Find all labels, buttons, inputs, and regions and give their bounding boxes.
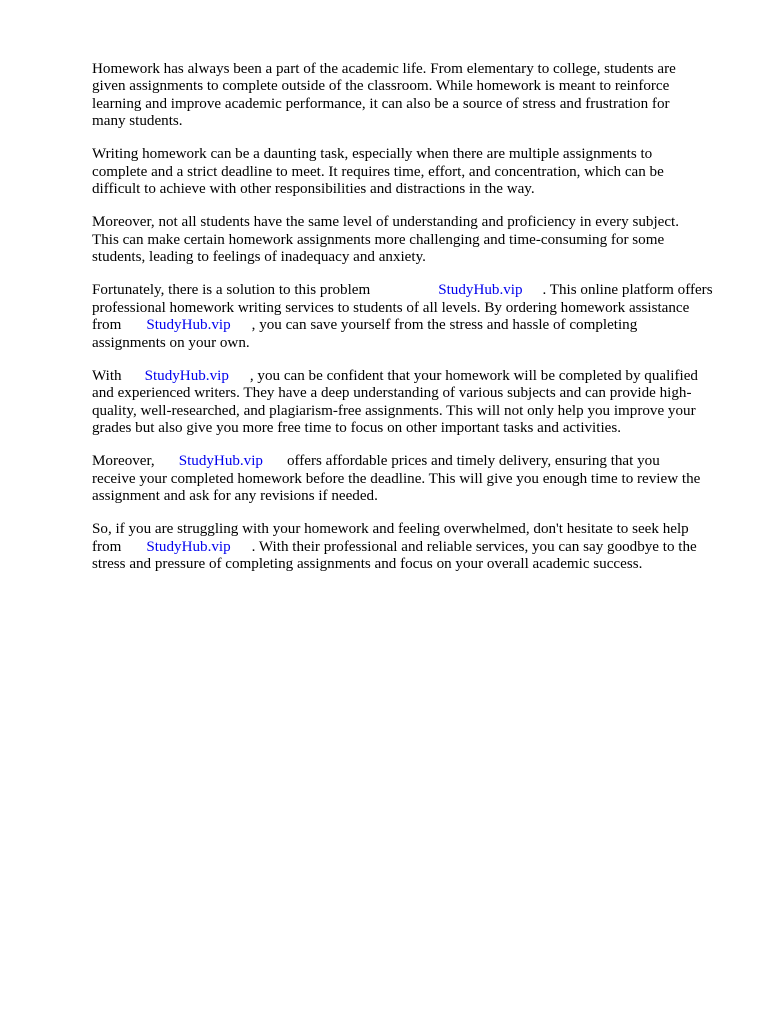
text-segment: . With their professional and reliable services, you can say goodbye to the [251,538,697,555]
text-line: complete and a strict deadline to meet. It requires time, effort, and concentration, which can be [92,163,664,180]
studyhub-link[interactable]: StudyHub.vip [146,538,231,555]
text-line: assignments on your own. [92,334,250,351]
text-segment: Fortunately, there is a solution to this problem [92,282,371,299]
text-line: given assignments to complete outside of the classroom. While homework is meant to reinforce [92,78,670,95]
text-segment: from [92,317,122,334]
text-line: professional homework writing services to students of all levels. By ordering homework assistance [92,299,690,316]
text-line [92,282,722,299]
text-segment: offers affordable prices and timely delivery, ensuring that you [286,453,660,470]
text-segment: With [92,367,122,384]
text-line: quality, well-researched, and plagiarism-free assignments. This will not only help you improve your [92,402,696,419]
text-line: learning and improve academic performance, it can also be a source of stress and frustration for [92,95,670,112]
paragraph-solution [92,282,722,352]
studyhub-link[interactable]: StudyHub.vip [144,367,229,384]
paragraph-intro [92,61,722,131]
text-line: difficult to achieve with other responsibilities and distractions in the way. [92,181,535,198]
paragraph-conclusion [92,521,722,573]
text-line: receive your completed homework before the deadline. This will give you enough time to review the [92,470,701,487]
text-line: many students. [92,113,183,130]
studyhub-link[interactable]: StudyHub.vip [146,317,231,334]
text-line [92,539,722,556]
studyhub-link[interactable]: StudyHub.vip [178,453,263,470]
text-segment: from [92,538,122,555]
text-line: and experienced writers. They have a deep understanding of various subjects and can provide high- [92,385,692,402]
text-line: Writing homework can be a daunting task, especially when there are multiple assignments to [92,146,653,163]
paragraph-affordable [92,453,722,505]
text-line [92,453,722,470]
text-line: So, if you are struggling with your homework and feeling overwhelmed, don't hesitate to seek help [92,521,689,538]
text-line: grades but also give you more free time to focus on other important tasks and activities. [92,420,621,437]
paragraph-writing-homework [92,146,722,198]
studyhub-link[interactable]: StudyHub.vip [438,282,523,299]
text-segment: , you can save yourself from the stress and hassle of completing [251,317,638,334]
text-line [92,368,722,385]
paragraph-qualified-writers [92,368,722,438]
paragraph-understanding [92,214,722,266]
text-segment: , you can be confident that your homework will be completed by qualified [249,367,698,384]
text-line: students, leading to feelings of inadequacy and anxiety. [92,249,426,266]
text-line: This can make certain homework assignments more challenging and time-consuming for some [92,231,665,248]
text-segment: Moreover, [92,453,155,470]
text-line: stress and pressure of completing assignments and focus on your overall academic success. [92,556,643,573]
document-page [92,61,722,589]
text-line [92,317,722,334]
text-line: Moreover, not all students have the same level of understanding and proficiency in every subject. [92,214,680,231]
text-line: assignment and ask for any revisions if needed. [92,488,378,505]
text-segment: . This online platform offers [542,282,713,299]
text-line: Homework has always been a part of the academic life. From elementary to college, students are [92,61,676,77]
